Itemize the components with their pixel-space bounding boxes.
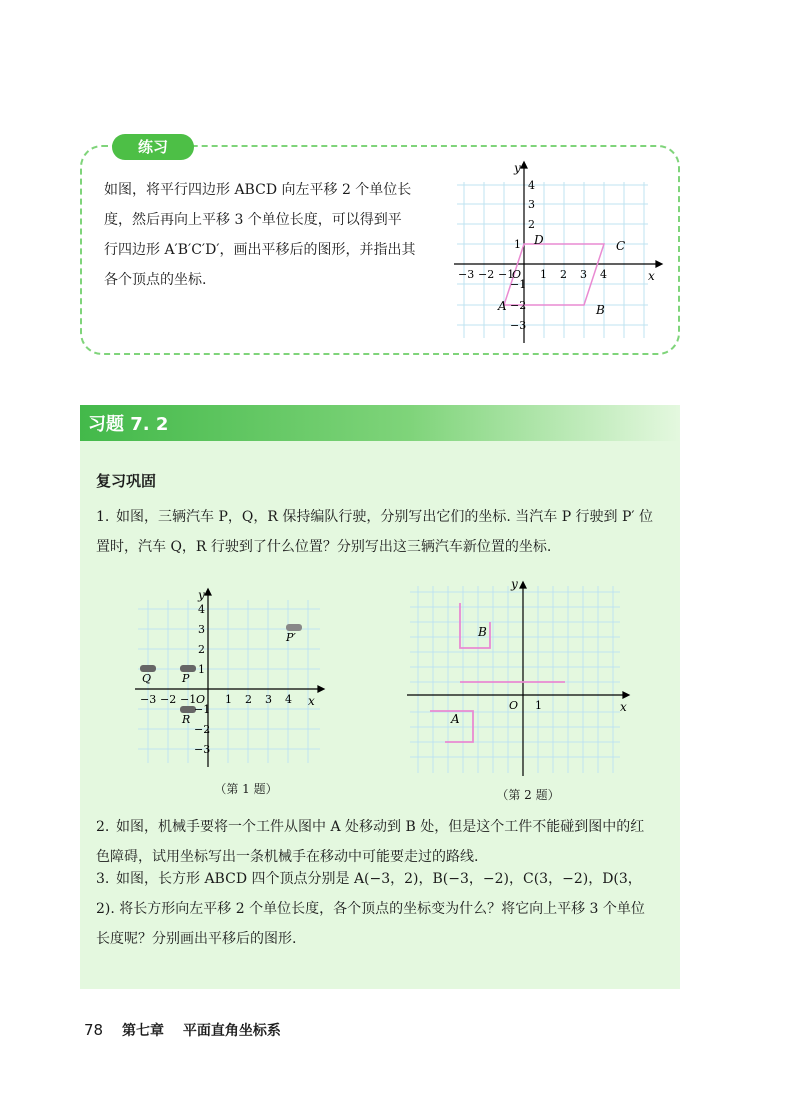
svg-text:3: 3 [528, 198, 535, 211]
svg-text:−2: −2 [510, 299, 527, 312]
svg-text:4: 4 [198, 603, 205, 616]
svg-text:C: C [616, 239, 626, 253]
practice-line: 如图，将平行四边形 ABCD 向左平移 2 个单位长 [104, 182, 412, 198]
page-number: 78 [84, 1021, 104, 1039]
svg-text:2: 2 [560, 268, 567, 281]
chapter-title: 平面直角坐标系 [182, 1023, 281, 1039]
problem-number: 3. [96, 871, 110, 887]
svg-text:−1: −1 [180, 693, 197, 706]
practice-line: 各个顶点的坐标. [104, 272, 207, 288]
practice-tab: 练习 [112, 134, 194, 160]
svg-text:−1: −1 [194, 703, 211, 716]
svg-text:3: 3 [198, 623, 205, 636]
svg-text:2: 2 [198, 643, 205, 656]
svg-text:−2: −2 [194, 723, 211, 736]
y-axis-label: y [198, 588, 205, 602]
svg-text:−1: −1 [510, 278, 527, 291]
x-axis-label: x [308, 694, 315, 708]
y-axis-label: y [514, 161, 521, 175]
chapter-label: 第七章 [121, 1023, 164, 1039]
practice-line: 度，然后再向上平移 3 个单位长度，可以得到平 [104, 212, 402, 228]
svg-text:A: A [498, 299, 507, 313]
svg-text:P: P [182, 672, 190, 685]
svg-text:2: 2 [245, 693, 252, 706]
svg-text:−2: −2 [160, 693, 177, 706]
figure-2-grid [410, 586, 620, 773]
figure-2-coordinate [405, 578, 635, 778]
subsection-heading: 复习巩固 [96, 472, 157, 490]
origin-label: O [512, 268, 522, 281]
svg-text:1: 1 [198, 663, 205, 676]
figure-1-x-ticks [140, 693, 292, 706]
problem-3 [96, 864, 656, 954]
origin-label: O [509, 699, 519, 712]
svg-text:2: 2 [528, 218, 535, 231]
svg-text:4: 4 [528, 179, 535, 192]
figure-2-axes [407, 582, 629, 776]
figure-2-caption: （第 2 题） [496, 788, 560, 802]
svg-text:B: B [596, 303, 605, 317]
car-p-icon [180, 665, 196, 672]
problem-number: 2. [96, 819, 110, 835]
x-axis-label: x [648, 269, 655, 283]
car-p-prime-icon [286, 624, 302, 631]
figure-1-axes [135, 589, 324, 767]
problem-text: 如图，三辆汽车 P，Q，R 保持编队行驶，分别写出它们的坐标. 当汽车 P 行驶到 P′ 位置时，汽车 Q，R 行驶到了什么位置？分别写出这三辆汽车新位置的坐标. [96, 509, 654, 555]
svg-text:−3: −3 [458, 268, 475, 281]
svg-text:4: 4 [600, 268, 607, 281]
problem-1 [96, 502, 656, 562]
practice-grid [457, 182, 648, 338]
svg-text:R: R [182, 713, 191, 726]
svg-text:1: 1 [514, 238, 521, 251]
practice-x-ticks [458, 268, 607, 281]
svg-text:3: 3 [265, 693, 272, 706]
car-labels [142, 631, 296, 726]
svg-text:1: 1 [225, 693, 232, 706]
origin-label: O [196, 693, 206, 706]
svg-text:−3: −3 [194, 743, 211, 756]
svg-text:3: 3 [580, 268, 587, 281]
point-b-label: B [478, 625, 487, 639]
problem-text: 如图，机械手要将一个工件从图中 A 处移动到 B 处，但是这个工件不能碰到图中的红色障碍，试用坐标写出一条机械手在移动中可能要走过的路线. [96, 819, 645, 865]
svg-text:−3: −3 [140, 693, 157, 706]
svg-text:−3: −3 [510, 319, 527, 332]
svg-text:4: 4 [285, 693, 292, 706]
unit-tick-label: 1 [535, 699, 542, 712]
svg-text:−1: −1 [498, 268, 515, 281]
practice-text [104, 175, 444, 295]
svg-text:D: D [534, 233, 544, 247]
practice-coordinate-figure [452, 160, 664, 345]
svg-text:P′: P′ [286, 631, 296, 644]
figure-1-caption: （第 1 题） [214, 782, 278, 796]
svg-text:Q: Q [142, 672, 152, 685]
exercise-title: 习题 7. 2 [88, 414, 169, 435]
problem-number: 1. [96, 509, 110, 525]
svg-text:1: 1 [540, 268, 547, 281]
page-footer [84, 1020, 295, 1040]
y-axis-label: y [511, 578, 518, 591]
practice-axes [454, 162, 662, 343]
practice-line: 行四边形 A′B′C′D′，画出平移后的图形，并指出其 [104, 242, 416, 258]
problem-text: 如图，长方形 ABCD 四个顶点分别是 A(−3，2)，B(−3，−2)，C(3，−2)，D(3，2). 将长方形向左平移 2 个单位长度，各个顶点的坐标变为什么？将它向上平移 3 个单位长度呢？分别画出平移后的图形. [96, 871, 645, 947]
svg-text:−2: −2 [478, 268, 495, 281]
x-axis-label: x [620, 700, 627, 714]
practice-y-ticks [510, 179, 535, 332]
car-q-icon [140, 665, 156, 672]
point-a-label: A [451, 712, 460, 726]
figure-1-coordinate [130, 585, 330, 770]
exercise-header-bar [80, 405, 680, 441]
problem-2 [96, 812, 656, 872]
